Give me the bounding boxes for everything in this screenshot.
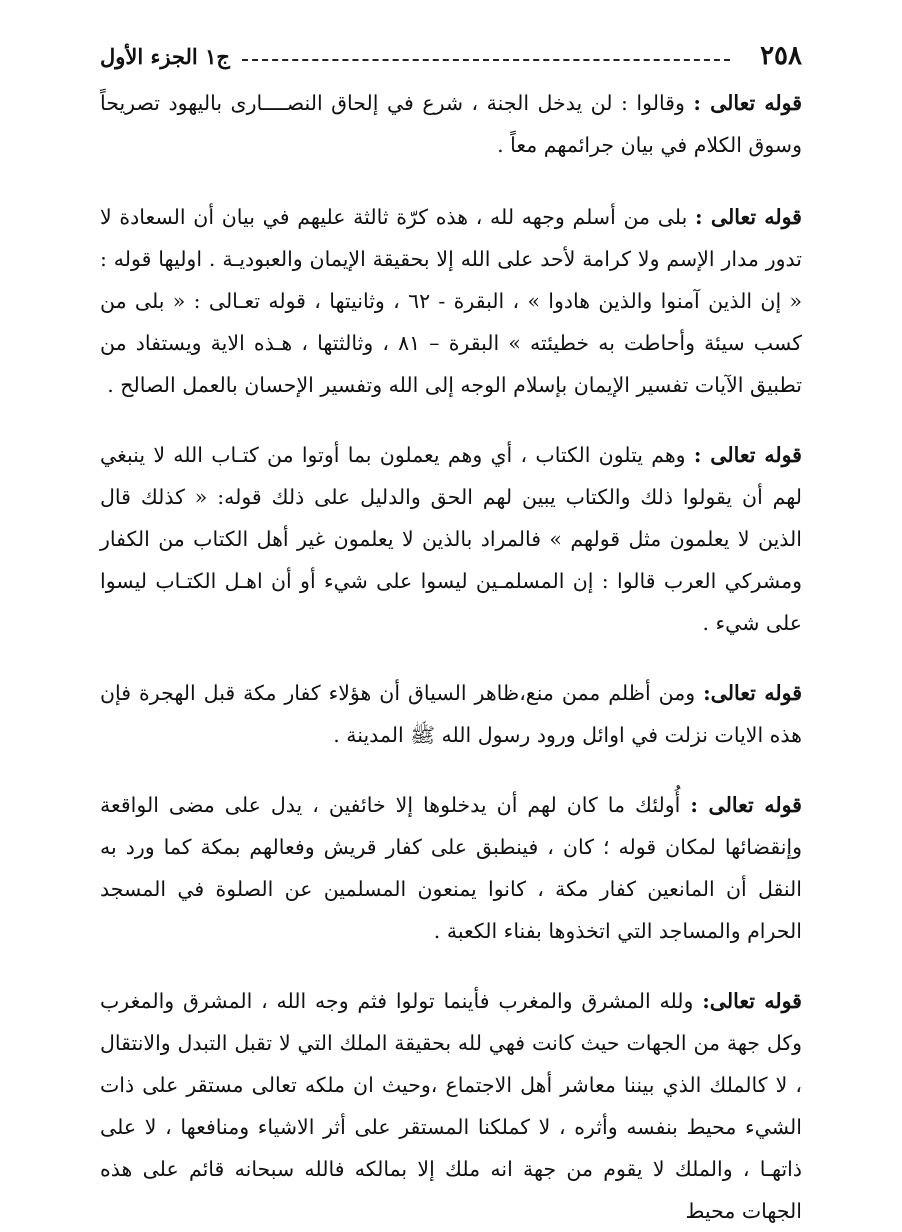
paragraph-text: أُولئك ما كان لهم أن يدخلوها إلا خائفين ، يدل على مضى الواقعة وإنقضائها لمكان قوله ؛ كان ، فينطبق على كفار قريش وفعالهم بمكة كما ورد به النقل أن المانعين كفار مكة ، كانوا يمنعون المسلمين عن الصلوة في المسجد الحرام والمساجد التي اتخذوها بفناء الكعبة .	[100, 793, 802, 943]
paragraph-text: ومن أظلم ممن منع،ظاهر السياق أن هؤلاء كفار مكة قبل الهجرة فإن هذه الايات نزلت في اوائل ورود رسول الله ﷺ المدينة .	[100, 681, 802, 747]
header-divider	[242, 59, 730, 61]
paragraph-label: قوله تعالى :	[693, 91, 802, 115]
paragraph	[100, 82, 802, 166]
paragraph	[100, 434, 802, 644]
paragraph-label: قوله تعالى :	[695, 205, 802, 229]
paragraph	[100, 672, 802, 756]
paragraph-text: ولله المشرق والمغرب فأينما تولوا فثم وجه الله ، المشرق والمغرب وكل جهة من الجهات حيث كانت فهي لله بحقيقة الملك التي لا تقبل التبدل والانتقال ، لا كالملك الذي بيننا معاشر أهل الاجتماع ،وحيث ان ملكه تعالى مستقر على ذات الشيء محيط بنفسه وأثره ، لا كملكنا المستقر على أثر الاشياء ومنافعها ، لا على ذاتهـا ، والملك لا يقوم من جهة انه ملك إلا بمالكه فالله سبحانه قائم على هذه الجهات محيط	[100, 989, 802, 1223]
page-header	[100, 36, 802, 76]
paragraph-text: وهم يتلون الكتاب ، أي وهم يعملون بما أوتوا من كتـاب الله لا ينبغي لهم أن يقولوا ذلك والكتاب يبين لهم الحق والدليل على ذلك قوله: « كذلك قال الذين لا يعلمون مثل قولهم » فالمراد بالذين لا يعلمون غير أهل الكتاب من الكفار ومشركي العرب قالوا : إن المسلمـين ليسوا على شيء أو أن اهـل الكتـاب ليسوا على شيء .	[100, 443, 802, 635]
paragraph-label: قوله تعالى:	[702, 989, 802, 1013]
paragraph-label: قوله تعالى:	[703, 681, 803, 705]
paragraph	[100, 196, 802, 406]
running-title: ج١ الجزء الأول	[100, 43, 230, 69]
paragraph	[100, 784, 802, 952]
paragraph	[100, 980, 802, 1232]
paragraph-label: قوله تعالى :	[693, 443, 802, 467]
page-number: ٢٥٨	[760, 41, 802, 71]
paragraph-label: قوله تعالى :	[690, 793, 802, 817]
paragraph-text: وقالوا : لن يدخل الجنة ، شرع في إلحاق النصــــارى باليهود تصريحاً وسوق الكلام في بيان جرائمهم معاً .	[100, 91, 802, 157]
paragraph-text: بلى من أسلم وجهه لله ، هذه كرّة ثالثة عليهم في بيان أن السعادة لا تدور مدار الإسم ولا كرامة لأحد على الله إلا بحقيقة الإيمان والعبوديـة . اوليها قوله : « إن الذين آمنوا والذين هادوا » ، البقرة - ٦٢ ، وثانيتها ، قوله تعـالى : « بلى من كسب سيئة وأحاطت به خطيئته » البقرة – ٨١ ، وثالثتها ، هـذه الاية ويستفاد من تطبيق الآيات تفسير الإيمان بإسلام الوجه إلى الله وتفسير الإحسان بالعمل الصالح .	[100, 205, 802, 397]
